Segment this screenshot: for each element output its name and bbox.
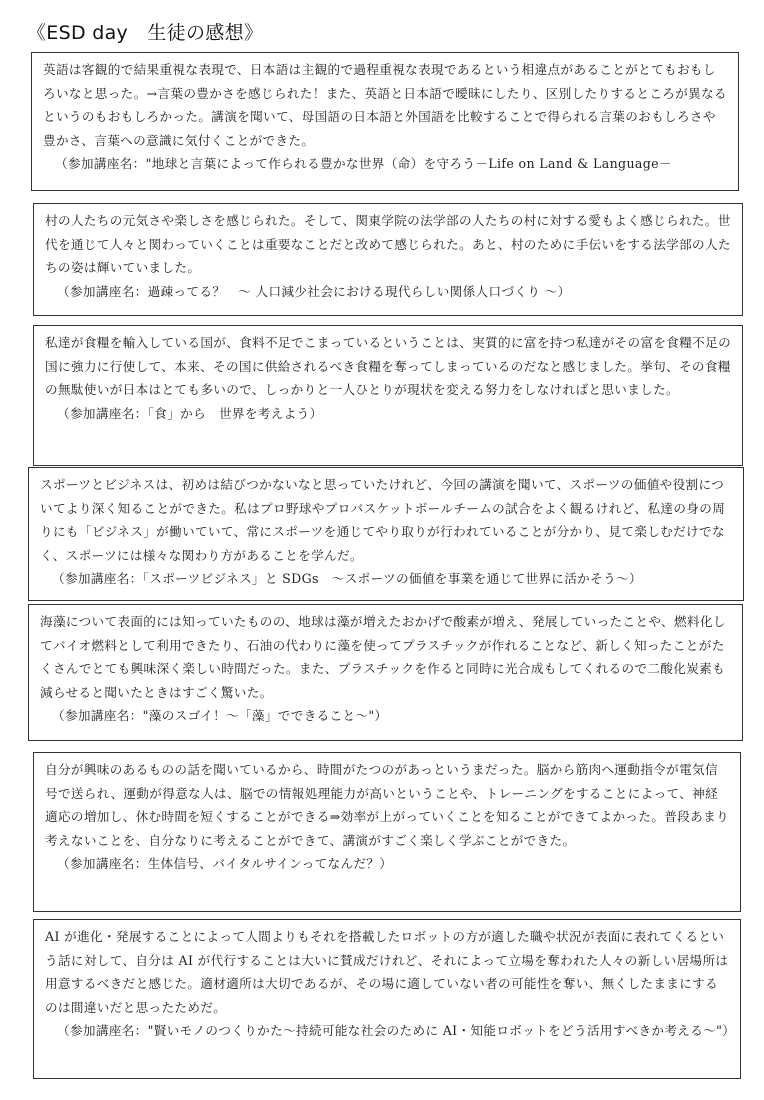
course-name: （参加講座名：過疎ってる？ ～ 人口減少社会における現代らしい関係人口づくり ～） bbox=[57, 283, 571, 299]
comment-card-3 bbox=[33, 325, 743, 466]
comment-card-2 bbox=[33, 203, 743, 316]
comment-card-6 bbox=[33, 752, 741, 912]
course-name: （参加講座名："賢いモノのつくりかた～持続可能な社会のために AI・知能ロボットをどう活用すべきか考える～"） bbox=[57, 1023, 736, 1039]
comment-text: 村の人たちの元気さや楽しさを感じられた。そして、関東学院の法学部の人たちの村に対する愛もよく感じられた。世代を通じて人々と関わっていくことは重要なことだと改めて感じられた。あと、村のために手伝いをする法学部の人たちの姿は輝いていました。 bbox=[45, 213, 731, 276]
comment-text: 自分が興味のあるものの話を聞いているから、時間がたつのがあっというまだった。脳から筋肉へ運動指令が電気信号で送られ、運動が得意な人は、脳での情報処理能力が高いということや、トレーニングをすることによって、神経適応の増加し、休む時間を短くすることができる⇒効率が上がっていくことを知ることができてよかった。普段あまり考えないことを、自分なりに考えることができて、講演がすごく楽しく学ぶことができた。 bbox=[45, 762, 729, 848]
course-name: （参加講座名："地球と言葉によって作られる豊かな世界（命）を守ろう－Life on Land & Language－ bbox=[55, 156, 672, 172]
course-name: （参加講座名："藻のスゴイ！～「藻」でできること～"） bbox=[52, 708, 388, 724]
comment-text: 海藻について表面的には知っていたものの、地球は藻が増えたおかげで酸素が増え、発展していったことや、燃料化してバイオ燃料として利用できたり、石油の代わりに藻を使ってプラスチックが作れることなど、新しく知ったことがたくさんでとても興味深く楽しい時間だった。また、プラスチックを作ると同時に光合成もしてくれるので二酸化炭素も減らせると聞いたときはすごく驚いた。 bbox=[40, 614, 726, 700]
course-name: （参加講座名：「スポーツビジネス」と SDGs ～スポーツの価値を事業を通じて世界に活かそう～） bbox=[52, 571, 642, 587]
comment-card-1 bbox=[31, 52, 739, 191]
comment-text: スポーツとビジネスは、初めは結びつかないなと思っていたけれど、今回の講演を聞いて、スポーツの価値や役割についてより深く知ることができた。私はプロ野球やプロバスケットボールチームの試合をよく観るけれど、私達の身の周りにも「ビジネス」が働いていて、常にスポーツを通じてやり取りが行われていることが分かり、見て楽しむだけでなく、スポーツには様々な関わり方があることを学んだ。 bbox=[40, 477, 726, 563]
page-title: 《ESD day 生徒の感想》 bbox=[27, 22, 264, 44]
comment-card-5 bbox=[28, 604, 743, 741]
comment-text: 私達が食糧を輸入している国が、食料不足でこまっているということは、実質的に富を持つ私達がその富を食糧不足の国に強力に行使して、本来、その国に供給されるべき食糧を奪ってしまっているのだなと感じました。挙句、その食糧の無駄使いが日本はとても多いので、しっかりと一人ひとりが現状を変える努力をしなければと思いました。 bbox=[45, 335, 732, 398]
comment-card-7 bbox=[33, 919, 741, 1079]
comment-text: AI が進化・発展することによって人間よりもそれを搭載したロボットの方が適した職や状況が表面に表れてくるという話に対して、自分は AI が代行することは大いに賛成だけれど、それによって立場を奪われた人々の新しい居場所は用意するべきだと感じた。適材適所は大切であるが、その場に適していない者の可能性を奪い、無くしたままにするのは間違いだと思ったためだ。 bbox=[45, 929, 729, 1015]
comment-text: 英語は客観的で結果重視な表現で、日本語は主観的で過程重視な表現であるという相違点があることがとてもおもしろいなと思った。→言葉の豊かさを感じられた！また、英語と日本語で曖昧にしたり、区別したりするところが異なるというのもおもしろかった。講演を聞いて、母国語の日本語と外国語を比較することで得られる言葉のおもしろさや豊かさ、言葉への意識に気付くことができた。 bbox=[43, 62, 727, 148]
comment-card-4 bbox=[28, 467, 744, 601]
course-name: （参加講座名：生体信号、バイタルサインってなんだ？） bbox=[57, 856, 393, 872]
course-name: （参加講座名：「食」から 世界を考えよう） bbox=[57, 405, 323, 421]
